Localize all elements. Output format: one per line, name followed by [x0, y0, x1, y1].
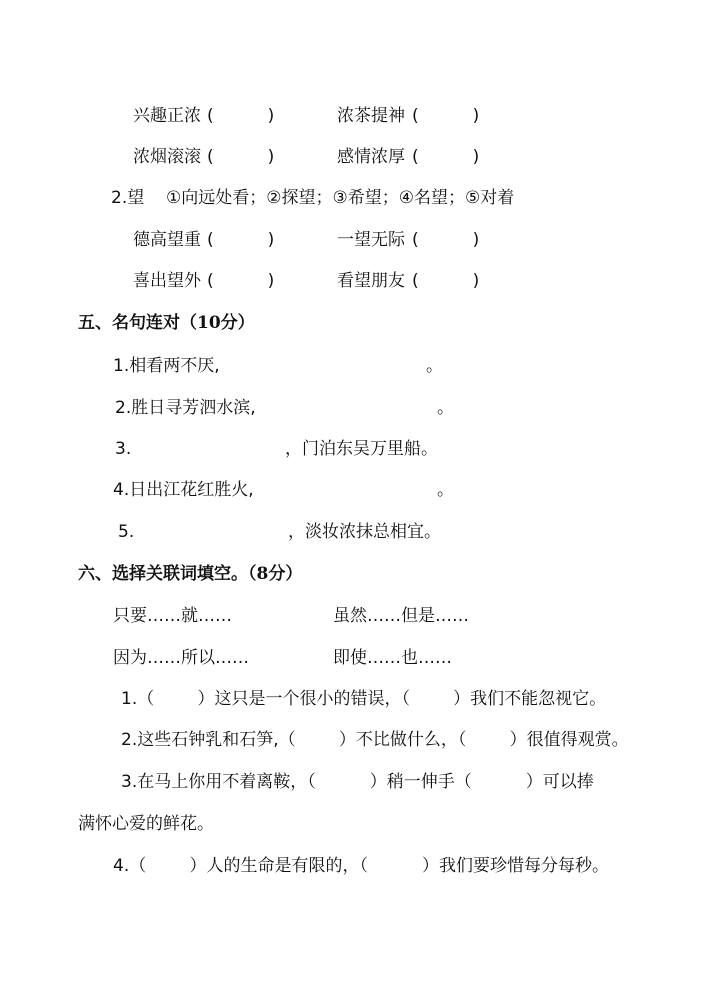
verse-5-second: ，淡妆浓抹总相宜。	[288, 522, 441, 542]
conj-question-1: 1.（ ）这只是一个很小的错误，（ ）我们不能忽视它。	[121, 689, 607, 709]
verse-1-first: 1.相看两不厌,	[113, 356, 220, 376]
option-3: 因为……所以……	[113, 648, 249, 668]
q1-item-3-word: 浓烟滚滚	[133, 147, 201, 167]
q2-item-3-word: 喜出望外	[133, 271, 201, 291]
q1-item-4-word: 感情浓厚	[337, 147, 405, 167]
section5-title: 五、名句连对（10分）	[78, 313, 255, 333]
option-2: 虽然……但是……	[333, 606, 469, 626]
verse-5-num: 5.	[118, 522, 135, 542]
q2-label: 2.望	[111, 188, 145, 208]
q2-item-2-blank[interactable]: ( )	[412, 230, 480, 250]
q2-item-4-blank[interactable]: ( )	[412, 271, 480, 291]
verse-2-end: 。	[437, 398, 454, 418]
section6-title: 六、选择关联词填空。（8分）	[78, 564, 303, 584]
verse-1-end: 。	[426, 356, 443, 376]
q2-item-2-word: 一望无际	[337, 230, 405, 250]
conj-question-3: 3.在马上你用不着离鞍，（ ）稍一伸手（ ）可以捧	[121, 772, 594, 792]
option-4: 即使……也……	[333, 648, 452, 668]
q2-item-1-word: 德高望重	[133, 230, 201, 250]
q1-item-2-blank[interactable]: ( )	[412, 106, 480, 126]
verse-2-first: 2.胜日寻芳泗水滨,	[115, 398, 256, 418]
q1-item-1-blank[interactable]: ( )	[207, 106, 275, 126]
verse-3-second: ，门泊东吴万里船。	[285, 439, 438, 459]
option-1: 只要……就……	[113, 606, 232, 626]
q2-item-4-word: 看望朋友	[337, 271, 405, 291]
q1-item-3-blank[interactable]: ( )	[207, 147, 275, 167]
q1-item-1-word: 兴趣正浓	[133, 106, 201, 126]
q2-meanings: ①向远处看；②探望；③希望；④名望；⑤对着	[166, 188, 515, 208]
conj-question-3-cont: 满怀心爱的鲜花。	[78, 814, 214, 834]
verse-4-first: 4.日出江花红胜火,	[113, 480, 254, 500]
conj-question-2: 2.这些石钟乳和石笋,（ ）不比做什么，（ ）很值得观赏。	[121, 730, 629, 750]
q2-item-1-blank[interactable]: ( )	[207, 230, 275, 250]
verse-3-num: 3.	[115, 439, 132, 459]
q1-item-4-blank[interactable]: ( )	[412, 147, 480, 167]
conj-question-4: 4.（ ）人的生命是有限的，（ ）我们要珍惜每分每秒。	[113, 856, 609, 876]
verse-4-end: 。	[437, 480, 454, 500]
q1-item-2-word: 浓茶提神	[337, 106, 405, 126]
q2-item-3-blank[interactable]: ( )	[207, 271, 275, 291]
